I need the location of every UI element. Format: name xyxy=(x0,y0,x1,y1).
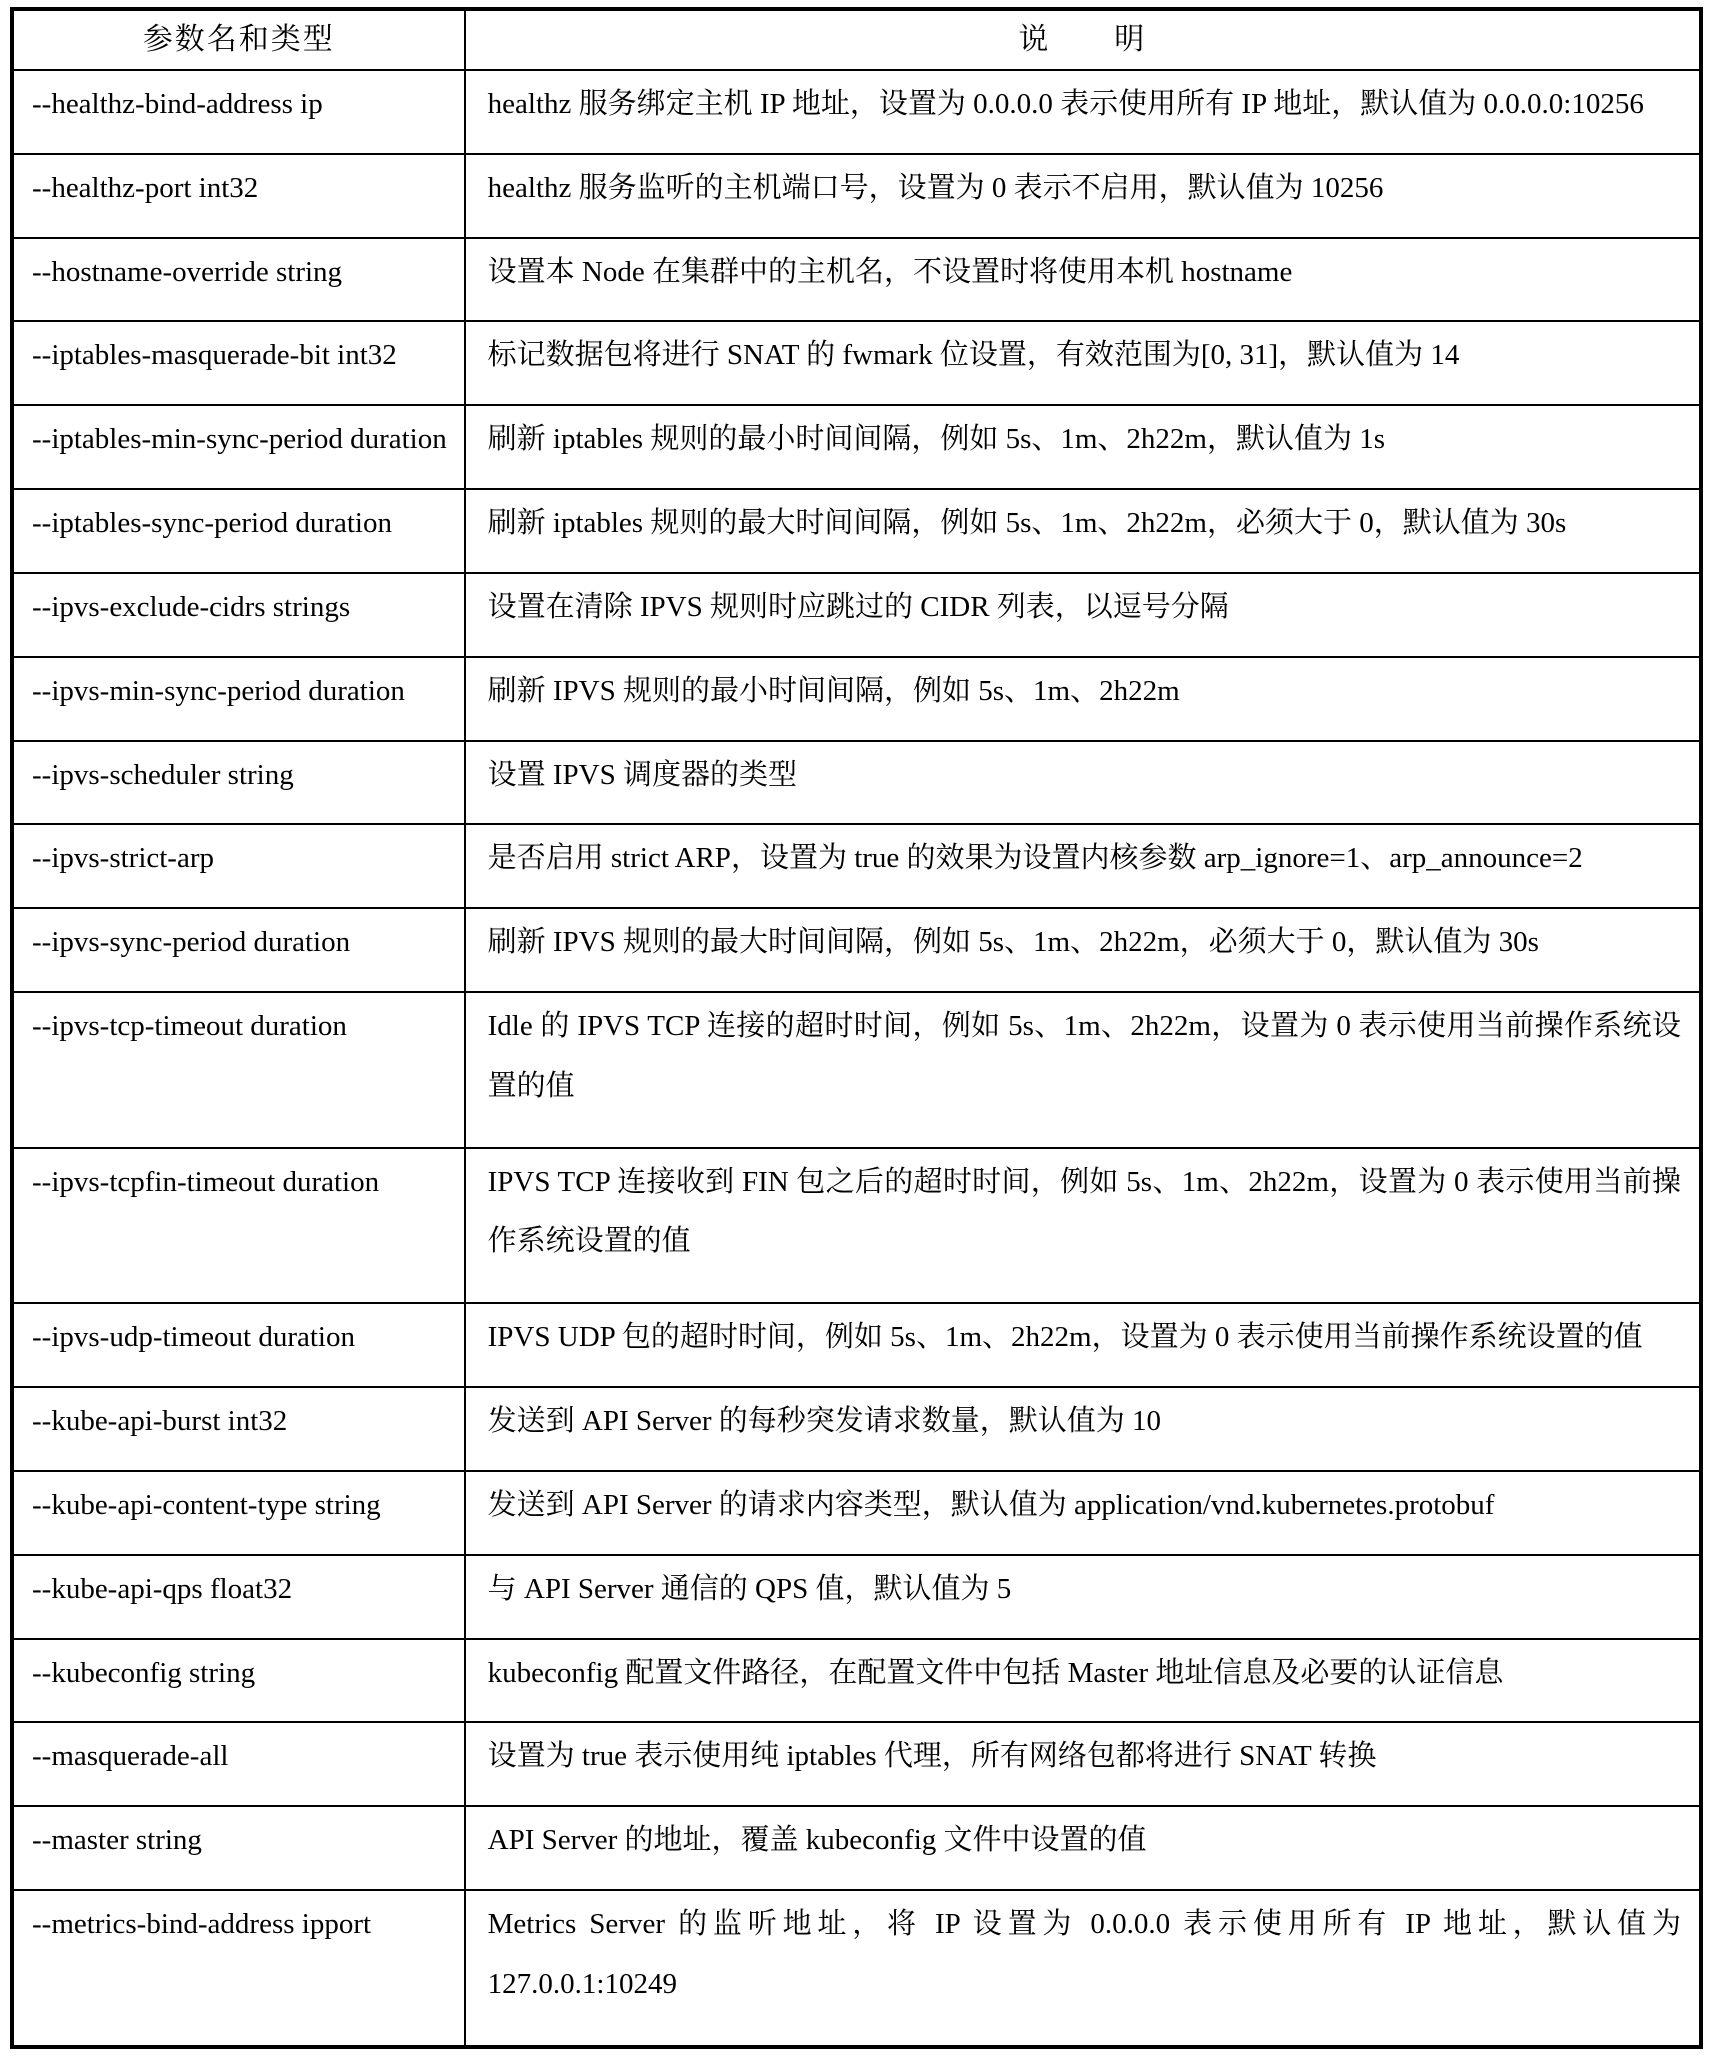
param-cell: --kube-api-burst int32 xyxy=(12,1387,465,1471)
param-cell: --ipvs-strict-arp xyxy=(12,824,465,908)
table-row xyxy=(12,1722,1701,1806)
param-cell: --healthz-port int32 xyxy=(12,154,465,238)
desc-cell: healthz 服务绑定主机 IP 地址，设置为 0.0.0.0 表示使用所有 IP 地址，默认值为 0.0.0.0:10256 xyxy=(465,70,1701,154)
desc-cell: Metrics Server 的监听地址，将 IP 设置为 0.0.0.0 表示使用所有 IP 地址，默认值为 127.0.0.1:10249 xyxy=(465,1890,1701,2047)
desc-cell: 设置在清除 IPVS 规则时应跳过的 CIDR 列表，以逗号分隔 xyxy=(465,573,1701,657)
param-cell: --masquerade-all xyxy=(12,1722,465,1806)
table-row xyxy=(12,1148,1701,1304)
table-row xyxy=(12,824,1701,908)
desc-cell: 刷新 IPVS 规则的最大时间间隔，例如 5s、1m、2h22m，必须大于 0，默认值为 30s xyxy=(465,908,1701,992)
param-cell: --iptables-min-sync-period duration xyxy=(12,405,465,489)
param-cell: --master string xyxy=(12,1806,465,1890)
desc-cell: 设置为 true 表示使用纯 iptables 代理，所有网络包都将进行 SNAT 转换 xyxy=(465,1722,1701,1806)
param-cell: --healthz-bind-address ip xyxy=(12,70,465,154)
table-row xyxy=(12,1806,1701,1890)
param-cell: --metrics-bind-address ipport xyxy=(12,1890,465,2047)
table-row xyxy=(12,908,1701,992)
desc-cell: healthz 服务监听的主机端口号，设置为 0 表示不启用，默认值为 10256 xyxy=(465,154,1701,238)
table-row xyxy=(12,992,1701,1148)
param-cell: --kubeconfig string xyxy=(12,1639,465,1723)
desc-cell: 刷新 IPVS 规则的最小时间间隔，例如 5s、1m、2h22m xyxy=(465,657,1701,741)
table-row xyxy=(12,1639,1701,1723)
param-cell: --hostname-override string xyxy=(12,238,465,322)
param-cell: --iptables-masquerade-bit int32 xyxy=(12,321,465,405)
table-row xyxy=(12,1387,1701,1471)
desc-cell: 刷新 iptables 规则的最大时间间隔，例如 5s、1m、2h22m，必须大于 0，默认值为 30s xyxy=(465,489,1701,573)
table-row xyxy=(12,657,1701,741)
param-cell: --ipvs-tcpfin-timeout duration xyxy=(12,1148,465,1304)
desc-cell: IPVS UDP 包的超时时间，例如 5s、1m、2h22m，设置为 0 表示使用当前操作系统设置的值 xyxy=(465,1303,1701,1387)
desc-cell: 设置本 Node 在集群中的主机名，不设置时将使用本机 hostname xyxy=(465,238,1701,322)
parameters-table xyxy=(10,7,1703,2049)
param-cell: --ipvs-scheduler string xyxy=(12,741,465,825)
table-row xyxy=(12,238,1701,322)
table-row xyxy=(12,573,1701,657)
table-row xyxy=(12,405,1701,489)
desc-cell: kubeconfig 配置文件路径，在配置文件中包括 Master 地址信息及必要的认证信息 xyxy=(465,1639,1701,1723)
table-row xyxy=(12,321,1701,405)
param-cell: --ipvs-min-sync-period duration xyxy=(12,657,465,741)
table-row xyxy=(12,489,1701,573)
param-cell: --ipvs-udp-timeout duration xyxy=(12,1303,465,1387)
desc-cell: 刷新 iptables 规则的最小时间间隔，例如 5s、1m、2h22m，默认值为 1s xyxy=(465,405,1701,489)
column-header-desc: 说 明 xyxy=(465,9,1701,70)
desc-cell: IPVS TCP 连接收到 FIN 包之后的超时时间，例如 5s、1m、2h22m，设置为 0 表示使用当前操作系统设置的值 xyxy=(465,1148,1701,1304)
header-row xyxy=(12,9,1701,70)
table-row xyxy=(12,741,1701,825)
table-row xyxy=(12,1303,1701,1387)
param-cell: --kube-api-qps float32 xyxy=(12,1555,465,1639)
param-cell: --iptables-sync-period duration xyxy=(12,489,465,573)
table-row xyxy=(12,154,1701,238)
desc-cell: 设置 IPVS 调度器的类型 xyxy=(465,741,1701,825)
desc-cell: 是否启用 strict ARP，设置为 true 的效果为设置内核参数 arp_ignore=1、arp_announce=2 xyxy=(465,824,1701,908)
param-cell: --kube-api-content-type string xyxy=(12,1471,465,1555)
desc-cell: Idle 的 IPVS TCP 连接的超时时间，例如 5s、1m、2h22m，设置为 0 表示使用当前操作系统设置的值 xyxy=(465,992,1701,1148)
param-cell: --ipvs-exclude-cidrs strings xyxy=(12,573,465,657)
param-cell: --ipvs-tcp-timeout duration xyxy=(12,992,465,1148)
table-row xyxy=(12,1555,1701,1639)
desc-cell: API Server 的地址，覆盖 kubeconfig 文件中设置的值 xyxy=(465,1806,1701,1890)
table-row xyxy=(12,70,1701,154)
table-row xyxy=(12,1890,1701,2047)
column-header-param: 参数名和类型 xyxy=(12,9,465,70)
desc-cell: 与 API Server 通信的 QPS 值，默认值为 5 xyxy=(465,1555,1701,1639)
table-row xyxy=(12,1471,1701,1555)
desc-cell: 标记数据包将进行 SNAT 的 fwmark 位设置，有效范围为[0, 31]，默认值为 14 xyxy=(465,321,1701,405)
desc-cell: 发送到 API Server 的请求内容类型，默认值为 application/vnd.kubernetes.protobuf xyxy=(465,1471,1701,1555)
desc-cell: 发送到 API Server 的每秒突发请求数量，默认值为 10 xyxy=(465,1387,1701,1471)
param-cell: --ipvs-sync-period duration xyxy=(12,908,465,992)
